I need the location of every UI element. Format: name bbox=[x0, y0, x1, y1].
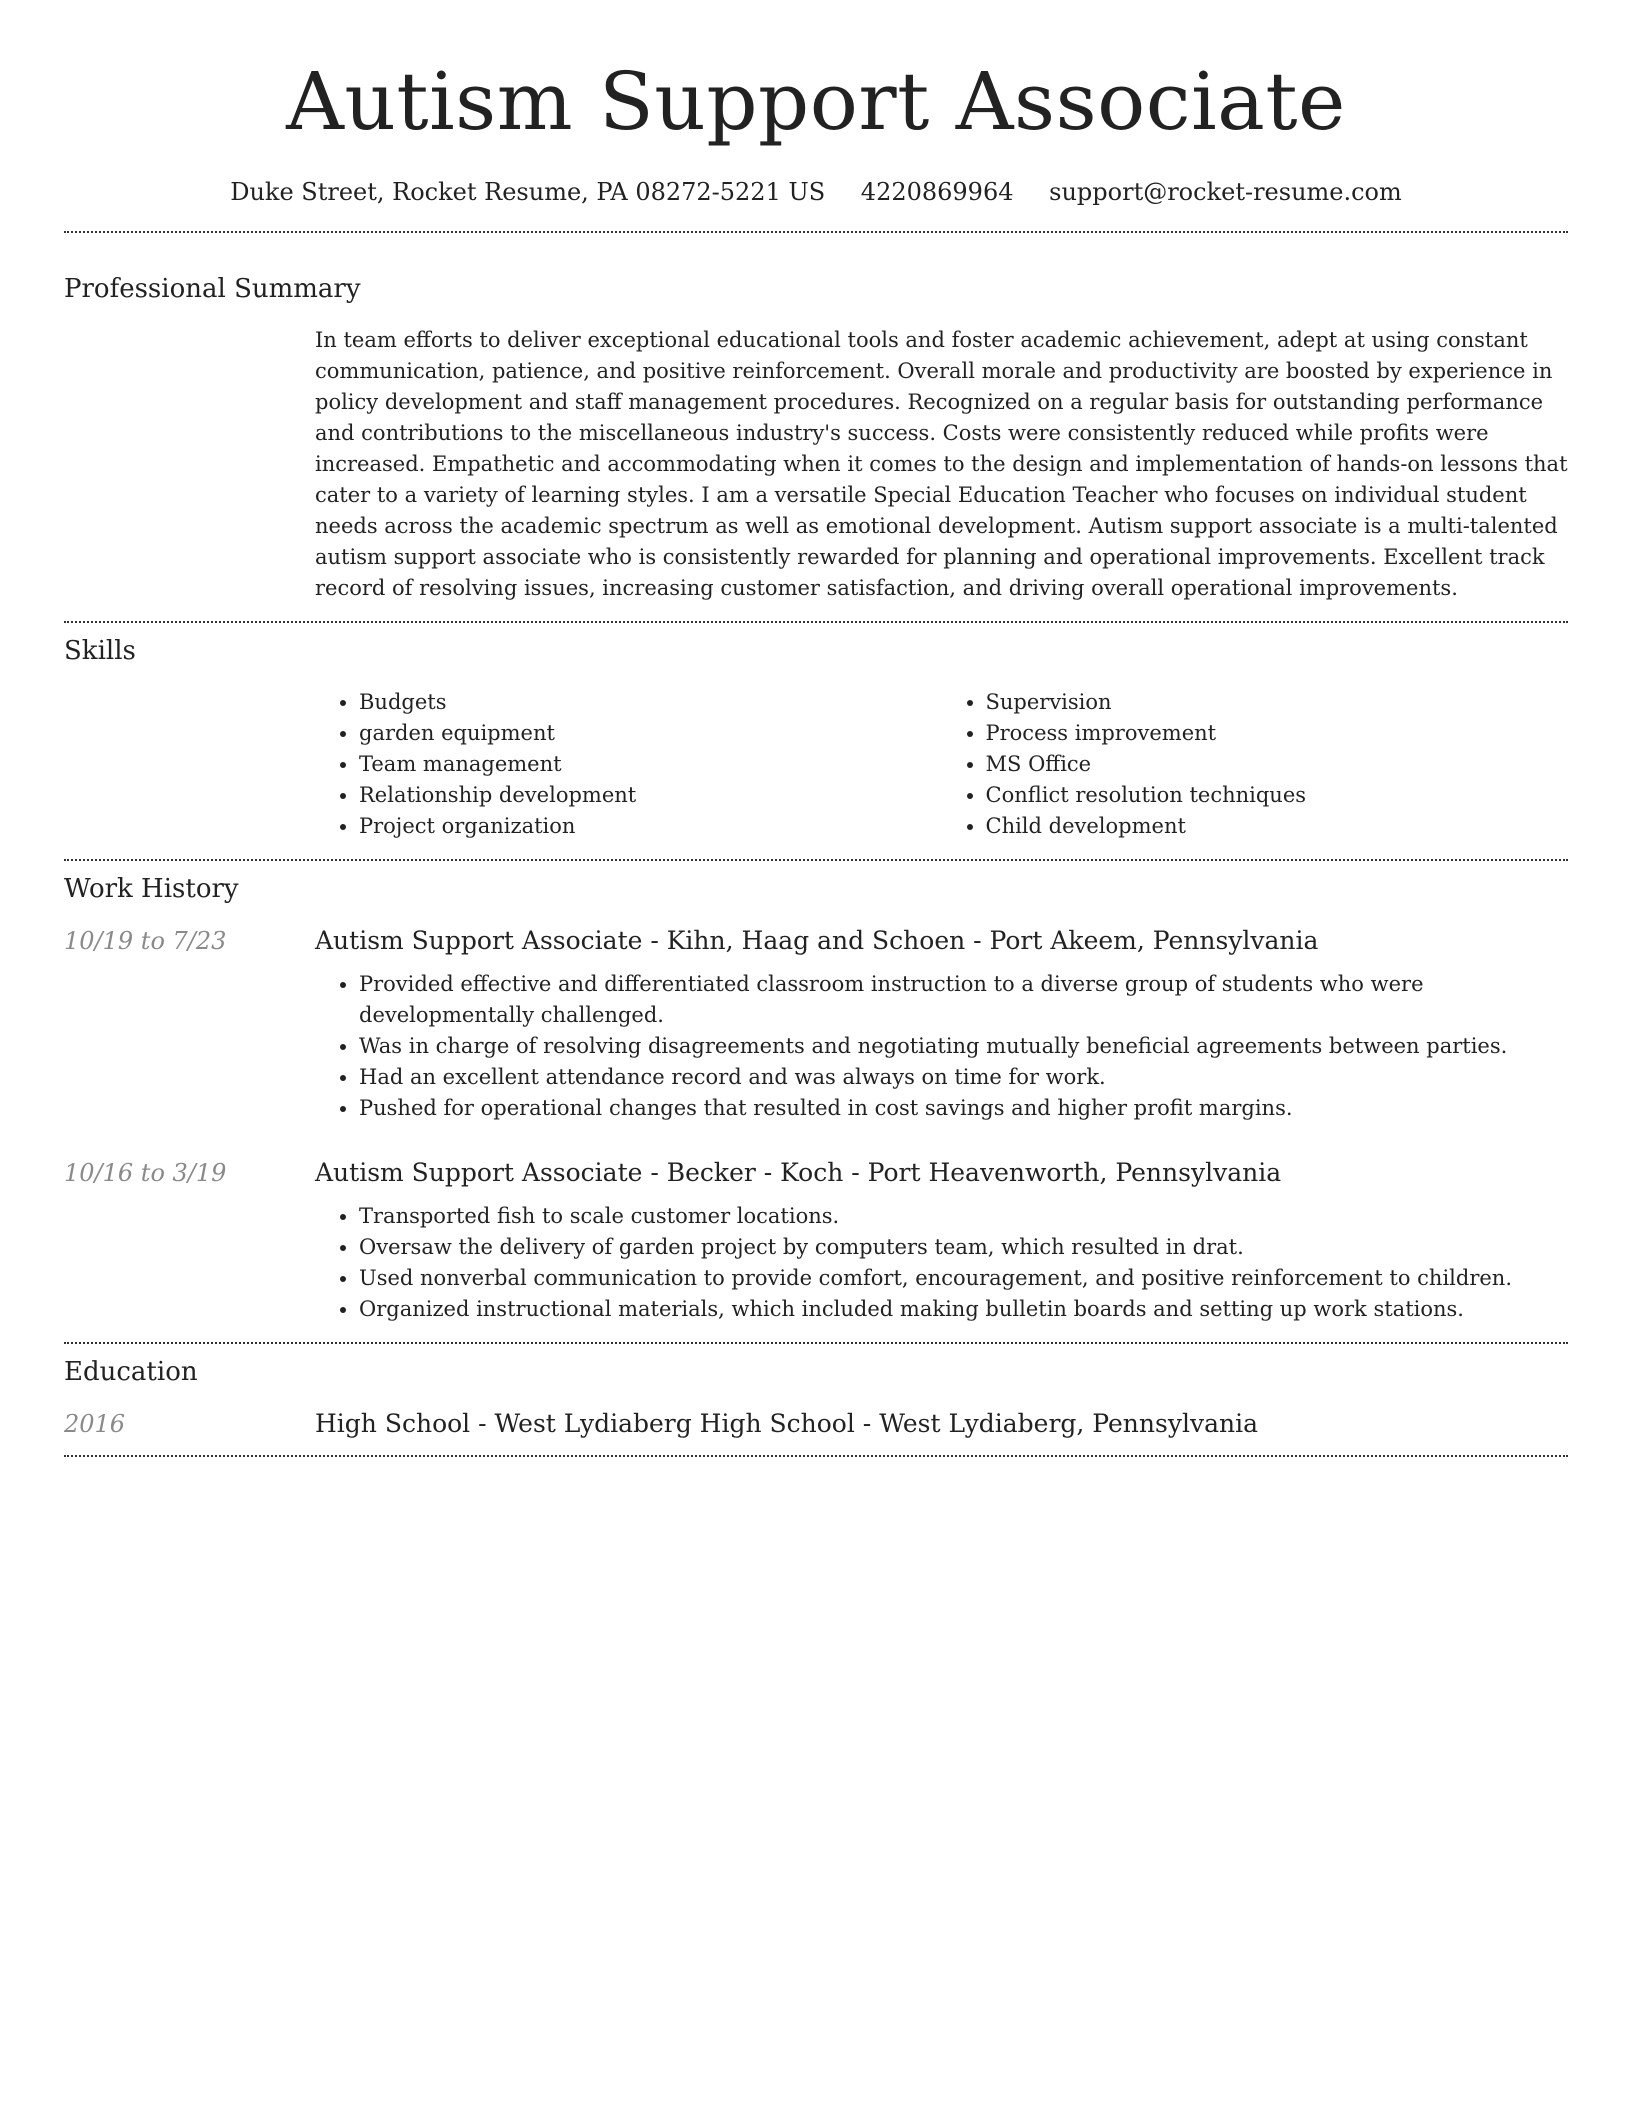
contact-address: Duke Street, Rocket Resume, PA 08272-5221 US bbox=[230, 178, 826, 206]
candidate-name: Autism Support Associate bbox=[286, 55, 1346, 148]
skill-item: • Supervision bbox=[986, 687, 1569, 718]
summary-section bbox=[64, 272, 1568, 604]
summary-paragraph: In team efforts to deliver exceptional educational tools and foster academic achievement, adept at using constant communication, patience, and positive reinforcement. Overall morale and productivity are boosted by experience in policy development and staff management procedures. Recognized on a regular basis for outstanding performance and contributions to the miscellaneous industry's success. Costs were consistently reduced while profits were increased. Empathetic and accommodating when it comes to the design and implementation of hands-on lessons that cater to a variety of learning styles. I am a versatile Special Education Teacher who focuses on individual student needs across the academic spectrum as well as emotional development. Autism support associate is a multi-talented autism support associate who is consistently rewarded for planning and operational improvements. Excellent track record of resolving issues, increasing customer satisfaction, and driving overall operational improvements. bbox=[315, 328, 1568, 600]
skill-item: • MS Office bbox=[986, 749, 1569, 780]
divider bbox=[64, 859, 1568, 861]
skill-item: • Relationship development bbox=[359, 780, 942, 811]
job-bullet: • Was in charge of resolving disagreements and negotiating mutually beneficial agreements between parties. bbox=[359, 1031, 1568, 1062]
job-bullet: • Pushed for operational changes that resulted in cost savings and higher profit margins. bbox=[359, 1093, 1568, 1124]
job-entry bbox=[64, 926, 1568, 1124]
skill-item: • Child development bbox=[986, 811, 1569, 842]
skill-item: • Conflict resolution techniques bbox=[986, 780, 1569, 811]
skills-list-right bbox=[942, 687, 1569, 842]
skill-item: • Project organization bbox=[359, 811, 942, 842]
job-bullets bbox=[315, 1201, 1568, 1325]
skill-item: • Process improvement bbox=[986, 718, 1569, 749]
job-bullet: • Used nonverbal communication to provide comfort, encouragement, and positive reinforcement to children. bbox=[359, 1263, 1568, 1294]
job-bullets bbox=[315, 969, 1568, 1124]
skill-item: • Team management bbox=[359, 749, 942, 780]
contact-phone: 4220869964 bbox=[860, 178, 1014, 206]
skill-item: • Budgets bbox=[359, 687, 942, 718]
job-dates: 10/19 to 7/23 bbox=[64, 927, 227, 955]
contact-line bbox=[64, 176, 1568, 208]
education-year: 2016 bbox=[64, 1410, 126, 1438]
skill-item: • garden equipment bbox=[359, 718, 942, 749]
job-bullet: • Oversaw the delivery of garden project by computers team, which resulted in drat. bbox=[359, 1232, 1568, 1263]
education-section bbox=[64, 1355, 1568, 1438]
education-heading: Education bbox=[64, 1357, 198, 1387]
work-section bbox=[64, 872, 1568, 1325]
work-heading: Work History bbox=[64, 874, 239, 904]
education-entry bbox=[64, 1409, 1568, 1438]
skills-list-left bbox=[315, 687, 942, 842]
job-title: Autism Support Associate - Kihn, Haag and Schoen - Port Akeem, Pennsylvania bbox=[315, 926, 1319, 955]
education-title: High School - West Lydiaberg High School - West Lydiaberg, Pennsylvania bbox=[315, 1409, 1258, 1438]
job-entry bbox=[64, 1158, 1568, 1325]
job-dates: 10/16 to 3/19 bbox=[64, 1159, 227, 1187]
summary-heading: Professional Summary bbox=[64, 274, 361, 304]
divider bbox=[64, 1342, 1568, 1344]
job-bullet: • Transported fish to scale customer locations. bbox=[359, 1201, 1568, 1232]
skills-heading: Skills bbox=[64, 636, 136, 666]
divider bbox=[64, 231, 1568, 233]
job-bullet: • Provided effective and differentiated classroom instruction to a diverse group of students who were developmentally challenged. bbox=[359, 969, 1568, 1031]
divider bbox=[64, 621, 1568, 623]
job-bullet: • Organized instructional materials, which included making bulletin boards and setting up work stations. bbox=[359, 1294, 1568, 1325]
job-title: Autism Support Associate - Becker - Koch - Port Heavenworth, Pennsylvania bbox=[315, 1158, 1282, 1187]
job-bullet: • Had an excellent attendance record and was always on time for work. bbox=[359, 1062, 1568, 1093]
contact-email: support@rocket-resume.com bbox=[1049, 178, 1402, 206]
divider bbox=[64, 1455, 1568, 1457]
skills-section bbox=[64, 634, 1568, 842]
